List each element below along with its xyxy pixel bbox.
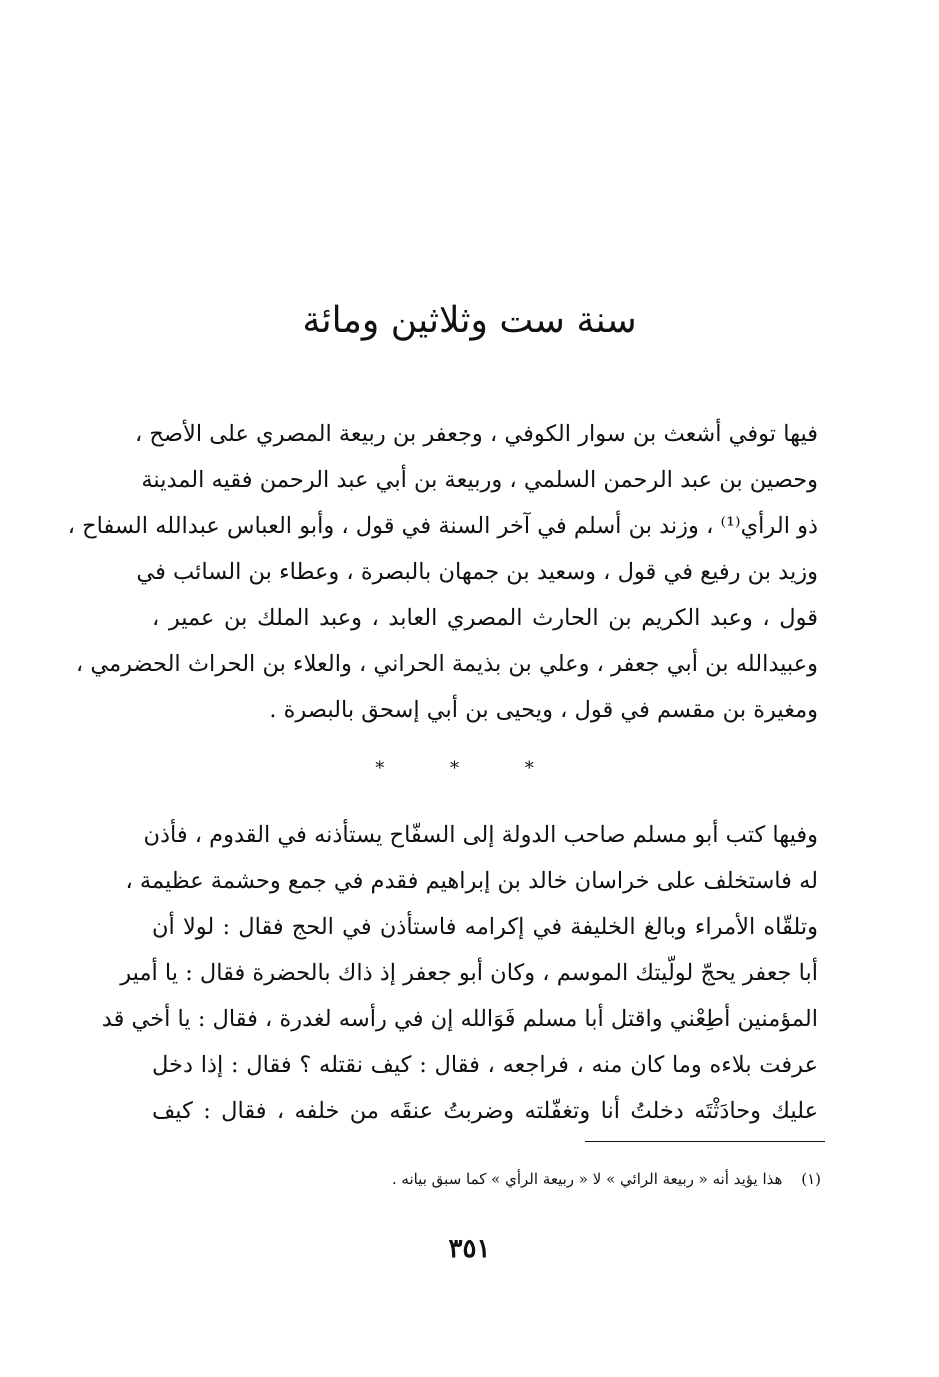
chapter-title: سنة ست وثلاثين ومائة xyxy=(302,300,637,341)
footnote xyxy=(392,1170,821,1188)
text-line: ومغيرة بن مقسم في قول ، ويحيى بن أبي إسحق بالبصرة . xyxy=(269,697,818,723)
text-line: وتلقّاه الأمراء وبالغ الخليفة في إكرامه فاستأذن في الحج فقال : لولا أن xyxy=(152,914,818,940)
footnote-number: (١) xyxy=(801,1170,821,1188)
paragraph-deaths xyxy=(67,411,818,733)
text-line: قول ، وعبد الكريم بن الحارث المصري العابد ، وعبد الملك بن عمير ، xyxy=(152,605,818,631)
text-line: عرفت بلاءه وما كان منه ، فراجعه ، فقال : كيف نقتله ؟ فقال : إذا دخل xyxy=(152,1052,818,1078)
footnote-text: هذا يؤيد أنه « ربيعة الرائي » لا « ربيعة الرأي » كما سبق بيانه . xyxy=(391,1170,783,1188)
text-line: وزيد بن رفيع في قول ، وسعيد بن جمهان بالبصرة ، وعطاء بن السائب في xyxy=(136,559,818,585)
text-line: وعبيدالله بن أبي جعفر ، وعلي بن بذيمة الحراني ، والعلاء بن الحراث الحضرمي ، xyxy=(75,651,818,677)
text-line: فيها توفي أشعث بن سوار الكوفي ، وجعفر بن ربيعة المصري على الأصح ، xyxy=(134,421,818,447)
page-number: ٣٥١ xyxy=(448,1234,491,1264)
text-line: وفيها كتب أبو مسلم صاحب الدولة إلى السفّاح يستأذنه في القدوم ، فأذن xyxy=(143,822,818,848)
text-line: له فاستخلف على خراسان خالد بن إبراهيم فقدم في جمع وحشمة عظيمة ، xyxy=(125,868,818,894)
text-line: أبا جعفر يحجّ لولّيتك الموسم ، وكان أبو جعفر إذ ذاك بالحضرة فقال : يا أمير xyxy=(120,960,818,986)
paragraph-events xyxy=(101,812,818,1134)
text-line: عليك وحادَثْتَه دخلتُ أنا وتغفّلته وضربتُ عنقَه من خلفه ، فقال : كيف xyxy=(152,1098,818,1124)
text-line: ذو الرأي⁽¹⁾ ، وزند بن أسلم في آخر السنة في قول ، وأبو العباس عبدالله السفاح ، xyxy=(67,513,818,539)
section-separator: * * * xyxy=(375,758,564,779)
footnote-divider xyxy=(585,1141,825,1142)
text-line: وحصين بن عبد الرحمن السلمي ، وربيعة بن أبي عبد الرحمن فقيه المدينة xyxy=(141,467,818,493)
text-line: المؤمنين أطِعْني واقتل أبا مسلم فَوَالله إن في رأسه لغدرة ، فقال : يا أخي قد xyxy=(101,1006,818,1032)
